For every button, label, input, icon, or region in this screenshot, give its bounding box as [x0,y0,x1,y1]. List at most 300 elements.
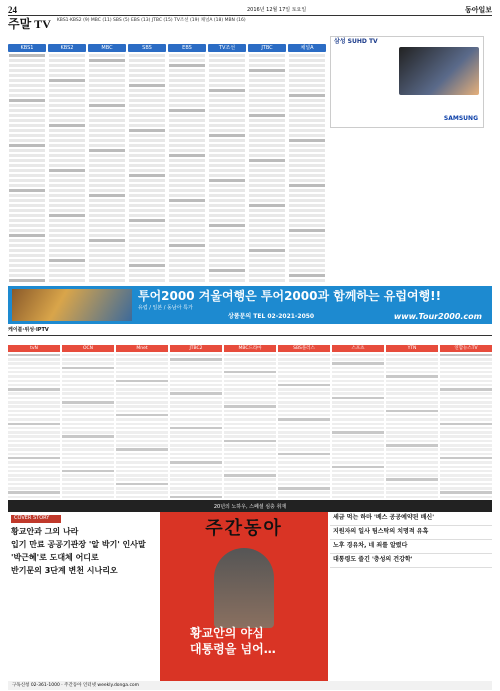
listing-line [332,358,384,361]
listing-line [62,362,114,365]
listing-line [9,94,45,97]
listing-line [249,159,285,162]
listing-line [129,129,165,132]
listing-line [89,164,125,167]
listing-line [129,259,165,262]
listing-line [8,487,60,490]
listing-line [249,129,285,132]
listing-line [62,388,114,391]
listing-line [169,244,205,247]
listing-line [278,375,330,378]
listing-line [49,274,85,277]
listing-line [89,69,125,72]
listing-line [129,179,165,182]
listing-line [386,453,438,456]
listing-line [8,401,60,404]
listing-line [89,214,125,217]
listing-line [278,384,330,387]
listing-line [169,199,205,202]
listing-line [49,194,85,197]
listing-line [89,154,125,157]
listing-line [278,487,330,490]
listing-line [62,487,114,490]
listing-line [278,371,330,374]
listing-line [170,392,222,395]
listing-line [116,380,168,383]
listing-line [209,169,245,172]
listing-line [224,414,276,417]
listing-line [209,89,245,92]
listing-line [289,164,325,167]
listing-line [249,69,285,72]
listing-line [8,397,60,400]
listing-line [209,114,245,117]
listing-line [386,380,438,383]
listing-line [9,79,45,82]
channel-column [48,44,86,294]
listing-line [289,184,325,187]
listing-line [62,392,114,395]
listing-line [9,119,45,122]
channel-header: 채널A [288,44,326,52]
listing-line [386,371,438,374]
listing-line [209,184,245,187]
listing-line [289,99,325,102]
listing-line [440,410,492,413]
listing-line [8,354,60,357]
listing-line [386,388,438,391]
listing-line [332,423,384,426]
cable-channel-header: YTN [386,345,438,352]
listing-line [89,54,125,57]
listing-line [116,392,168,395]
listing-line [8,453,60,456]
listing-line [170,453,222,456]
magazine-footer: 구독신청 02-361-1000 · 주간동아 인터넷 weekly.donga.com [8,681,492,690]
listing-line [170,448,222,451]
listing-line [129,274,165,277]
listing-line [8,491,60,494]
listing-line [116,418,168,421]
listing-line [8,410,60,413]
listing-line [8,470,60,473]
listing-line [129,149,165,152]
listing-line [89,109,125,112]
listing-line [9,274,45,277]
listing-line [169,219,205,222]
listing-line [116,427,168,430]
listing-line [49,54,85,57]
listing-line [116,367,168,370]
listing-line [49,139,85,142]
listing-line [170,380,222,383]
listing-line [169,279,205,282]
listing-line [169,269,205,272]
listing-line [89,259,125,262]
listing-line [289,69,325,72]
listing-line [116,440,168,443]
listing-line [129,64,165,67]
listing-line [209,84,245,87]
listing-line [278,380,330,383]
listing-line [209,94,245,97]
listing-line [224,457,276,460]
listing-line [129,269,165,272]
travel-photo [12,289,132,321]
listing-line [116,354,168,357]
listing-line [169,214,205,217]
listing-line [249,259,285,262]
listing-line [224,418,276,421]
listing-line [386,448,438,451]
listing-line [278,388,330,391]
listing-line [332,354,384,357]
magazine-item: 입기 만료 공공기관장 '알 박기' 인사말 [11,539,146,549]
listing-line [116,457,168,460]
listing-line [89,264,125,267]
listing-line [289,204,325,207]
listing-line [129,114,165,117]
cable-channel-header: 연합뉴스TV [440,345,492,352]
listing-line [209,209,245,212]
listing-line [169,124,205,127]
listing-line [169,179,205,182]
tv-product-image [399,47,479,95]
cable-channel-column [440,345,492,500]
listing-line [289,194,325,197]
listing-line [129,249,165,252]
magazine-item: '박근혜'로 도대체 어디로 [11,553,99,563]
listing-line [9,184,45,187]
newspaper-brand: 동아일보 [464,6,492,15]
listing-line [116,448,168,451]
cable-listings-header: 케이블·위성·IPTV [8,328,492,336]
listing-line [129,79,165,82]
listing-line [116,435,168,438]
listing-line [62,496,114,499]
listing-line [209,74,245,77]
listing-line [289,84,325,87]
listing-line [9,104,45,107]
listing-line [8,474,60,477]
listing-line [89,269,125,272]
listing-line [224,362,276,365]
listing-line [209,239,245,242]
listing-line [49,204,85,207]
listing-line [129,234,165,237]
listing-line [386,358,438,361]
listing-line [249,189,285,192]
listing-line [169,119,205,122]
listing-line [9,54,45,57]
listing-line [289,124,325,127]
listing-line [49,219,85,222]
listing-line [49,59,85,62]
tour-phone: 상품문의 TEL 02-2021-2050 [228,313,315,320]
listing-line [9,204,45,207]
listing-line [289,169,325,172]
listing-line [9,179,45,182]
magazine-strip: 20년의 노하우, 스페셜 심층 취재 [8,502,492,512]
listing-line [62,423,114,426]
listing-line [170,496,222,499]
listing-line [129,124,165,127]
listing-line [224,474,276,477]
magazine-right-column [330,512,492,682]
listing-line [89,179,125,182]
listing-line [249,64,285,67]
tour-headline: 투어2000 겨울여행은 투어2000과 함께하는 유럽여행!! [138,289,442,303]
listing-line [170,414,222,417]
listing-line [332,384,384,387]
listing-line [116,474,168,477]
listing-line [224,440,276,443]
listing-line [209,259,245,262]
listing-line [8,380,60,383]
channel-header: KBS2 [48,44,86,52]
listing-line [9,194,45,197]
listing-line [169,184,205,187]
listing-line [289,199,325,202]
listing-line [9,254,45,257]
listing-line [8,461,60,464]
listing-line [169,169,205,172]
listing-line [129,134,165,137]
cable-channel-column [278,345,330,500]
listing-line [9,149,45,152]
listing-line [209,229,245,232]
cable-channel-header: Mnet [116,345,168,352]
listing-line [224,380,276,383]
listing-line [170,371,222,374]
listing-line [49,164,85,167]
listing-line [49,214,85,217]
listing-line [440,487,492,490]
magazine-item: 반기문의 3단계 변천 시나리오 [11,566,118,576]
listing-line [440,444,492,447]
listing-line [49,119,85,122]
cable-channel-column [170,345,222,500]
listing-line [170,362,222,365]
weekly-donga-ad [8,500,492,690]
listing-line [8,478,60,481]
listing-line [249,89,285,92]
listing-line [440,440,492,443]
listing-line [249,179,285,182]
listing-line [386,444,438,447]
listing-line [89,119,125,122]
listing-line [249,144,285,147]
listing-line [9,174,45,177]
listing-line [278,358,330,361]
listing-line [440,414,492,417]
listing-line [209,179,245,182]
listing-line [249,174,285,177]
listing-line [332,367,384,370]
listing-line [278,466,330,469]
listing-line [129,139,165,142]
listing-line [224,401,276,404]
channel-header: KBS1 [8,44,46,52]
cable-channel-header: OCN [62,345,114,352]
listing-line [440,466,492,469]
listing-line [289,219,325,222]
listing-line [278,496,330,499]
listing-line [386,414,438,417]
listing-line [224,367,276,370]
listing-line [8,384,60,387]
listing-line [62,466,114,469]
listing-line [129,244,165,247]
listing-line [170,431,222,434]
listing-line [170,388,222,391]
listing-line [249,164,285,167]
listing-line [89,114,125,117]
listing-line [116,444,168,447]
listing-line [224,448,276,451]
listing-line [289,139,325,142]
listing-line [62,354,114,357]
tour-sub: 유럽 / 일본 / 동남아 특가 [138,305,193,311]
listing-line [170,478,222,481]
listing-line [9,279,45,282]
listing-line [129,69,165,72]
listing-line [332,440,384,443]
listing-line [440,362,492,365]
listing-line [49,224,85,227]
listing-line [249,184,285,187]
listing-line [289,279,325,282]
listing-line [49,94,85,97]
listing-line [249,134,285,137]
listing-line [440,358,492,361]
listing-line [170,470,222,473]
listing-line [209,269,245,272]
listing-line [278,423,330,426]
listing-line [8,371,60,374]
listing-line [89,149,125,152]
listing-line [289,114,325,117]
listing-line [278,431,330,434]
listing-line [440,388,492,391]
listing-line [129,184,165,187]
listing-line [440,392,492,395]
listing-line [116,483,168,486]
listing-line [129,279,165,282]
samsung-tv-ad [330,36,484,128]
listing-line [209,254,245,257]
listing-line [209,99,245,102]
listing-line [249,114,285,117]
listing-line [169,59,205,62]
listing-line [49,254,85,257]
listing-line [89,224,125,227]
listing-line [169,259,205,262]
listing-line [9,219,45,222]
listing-line [8,448,60,451]
listing-line [89,174,125,177]
listing-line [289,244,325,247]
listing-line [289,239,325,242]
listing-line [49,269,85,272]
listing-line [89,144,125,147]
listing-line [169,154,205,157]
listing-line [49,259,85,262]
listing-line [289,264,325,267]
listing-line [116,371,168,374]
listing-line [249,139,285,142]
listing-line [169,94,205,97]
listing-line [169,254,205,257]
listing-line [129,199,165,202]
tour-url: www.Tour2000.com [393,312,482,321]
listing-line [89,74,125,77]
listing-line [89,79,125,82]
listing-line [129,209,165,212]
listing-line [224,453,276,456]
listing-line [8,388,60,391]
listing-line [49,159,85,162]
listing-line [89,244,125,247]
listing-line [224,483,276,486]
listing-line [289,64,325,67]
listing-line [49,144,85,147]
listing-line [49,184,85,187]
listing-line [129,119,165,122]
listing-line [249,279,285,282]
listing-line [9,189,45,192]
listing-line [278,392,330,395]
listing-line [129,144,165,147]
listing-line [249,74,285,77]
cable-channel-header: SBS플러스 [278,345,330,352]
listing-line [249,234,285,237]
listing-line [386,496,438,499]
listing-line [169,239,205,242]
listing-line [209,154,245,157]
listing-line [129,194,165,197]
listing-line [170,418,222,421]
listing-line [170,367,222,370]
listing-line [9,264,45,267]
magazine-item: 대통령도 즐긴 '충성의 건강학' [330,554,492,568]
listing-line [440,367,492,370]
listing-line [209,199,245,202]
listing-line [440,397,492,400]
listing-line [116,487,168,490]
listing-line [224,431,276,434]
listing-line [278,483,330,486]
listing-line [386,440,438,443]
listing-line [386,461,438,464]
listing-line [62,461,114,464]
listing-line [209,204,245,207]
listing-line [249,264,285,267]
listing-line [386,418,438,421]
page-number: 24 [8,5,17,16]
listing-line [224,466,276,469]
listing-line [224,397,276,400]
listing-line [170,483,222,486]
listing-line [386,410,438,413]
listing-line [332,457,384,460]
listing-line [9,234,45,237]
listing-line [332,371,384,374]
listing-line [224,371,276,374]
listing-line [170,397,222,400]
listing-line [209,189,245,192]
listing-line [249,149,285,152]
